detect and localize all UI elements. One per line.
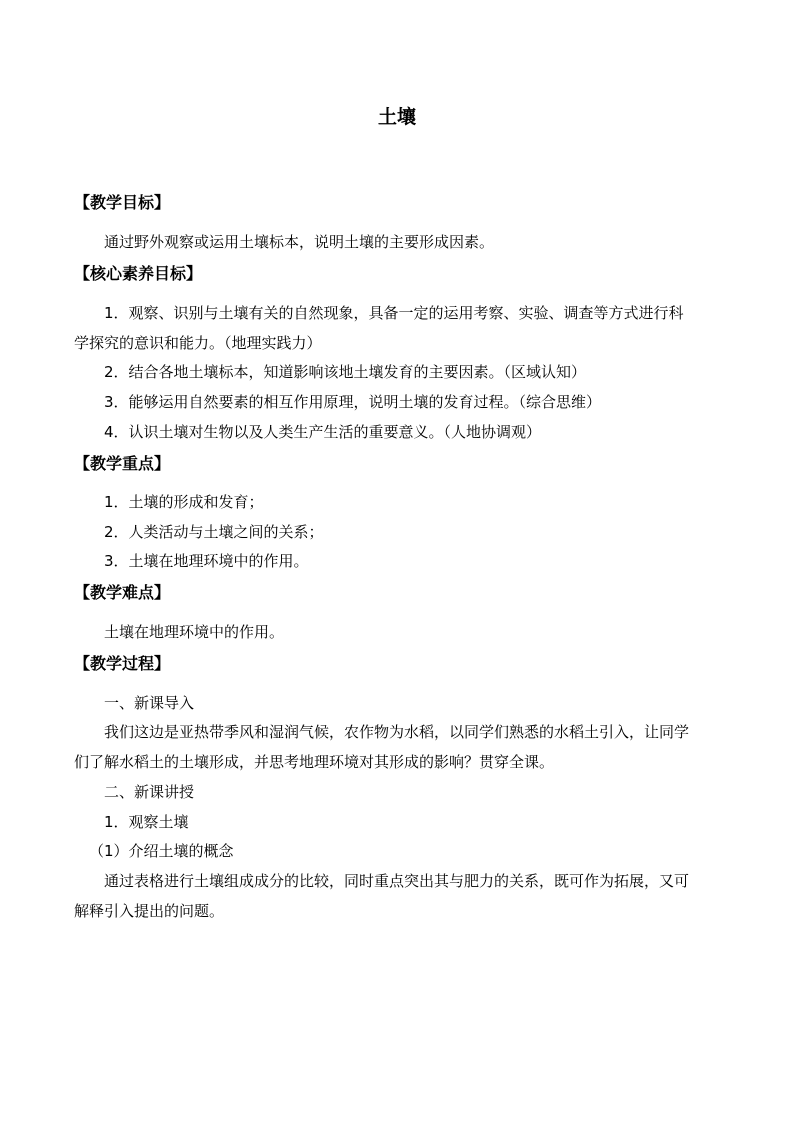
key-point-3: 3．土壤在地理环境中的作用。 xyxy=(104,552,309,570)
key-point-2: 2．人类活动与土壤之间的关系； xyxy=(104,523,324,541)
core-item-1-line-2: 学探究的意识和能力。（地理实践力） xyxy=(74,334,322,352)
intro-line-1: 我们这边是亚热带季风和湿润气候，农作物为水稻，以同学们熟悉的水稻土引入，让同学 xyxy=(104,723,690,741)
sub-section-1: 1．观察土壤 xyxy=(104,813,189,831)
difficulties-text: 土壤在地理环境中的作用。 xyxy=(104,623,285,641)
heading-core-literacy: 【核心素养目标】 xyxy=(74,264,203,283)
core-item-1-line-1: 1．观察、识别与土壤有关的自然现象，具备一定的运用考察、实验、调查等方式进行科 xyxy=(104,304,684,322)
core-item-2: 2．结合各地土壤标本，知道影响该地土壤发育的主要因素。（区域认知） xyxy=(104,363,587,381)
paragraph-line-2: 解释引入提出的问题。 xyxy=(74,902,225,920)
core-item-4: 4．认识土壤对生物以及人类生产生活的重要意义。（人地协调观） xyxy=(104,423,542,441)
core-item-3: 3．能够运用自然要素的相互作用原理，说明土壤的发育过程。（综合思维） xyxy=(104,393,602,411)
process-part-2: 二、新课讲授 xyxy=(104,783,195,801)
page-title: 土壤 xyxy=(377,106,416,128)
heading-teaching-process: 【教学过程】 xyxy=(74,654,171,673)
intro-line-2: 们了解水稻土的土壤形成，并思考地理环境对其形成的影响？贯穿全课。 xyxy=(74,753,555,771)
sub-section-1-1: （1）介绍土壤的概念 xyxy=(89,842,234,860)
goals-text: 通过野外观察或运用土壤标本，说明土壤的主要形成因素。 xyxy=(104,233,495,251)
process-part-1: 一、新课导入 xyxy=(104,694,195,712)
key-point-1: 1．土壤的形成和发育； xyxy=(104,493,264,511)
heading-teaching-goals: 【教学目标】 xyxy=(74,193,171,212)
heading-key-points: 【教学重点】 xyxy=(74,454,171,473)
paragraph-line-1: 通过表格进行土壤组成成分的比较，同时重点突出其与肥力的关系，既可作为拓展，又可 xyxy=(104,872,690,890)
heading-difficulties: 【教学难点】 xyxy=(74,583,171,602)
